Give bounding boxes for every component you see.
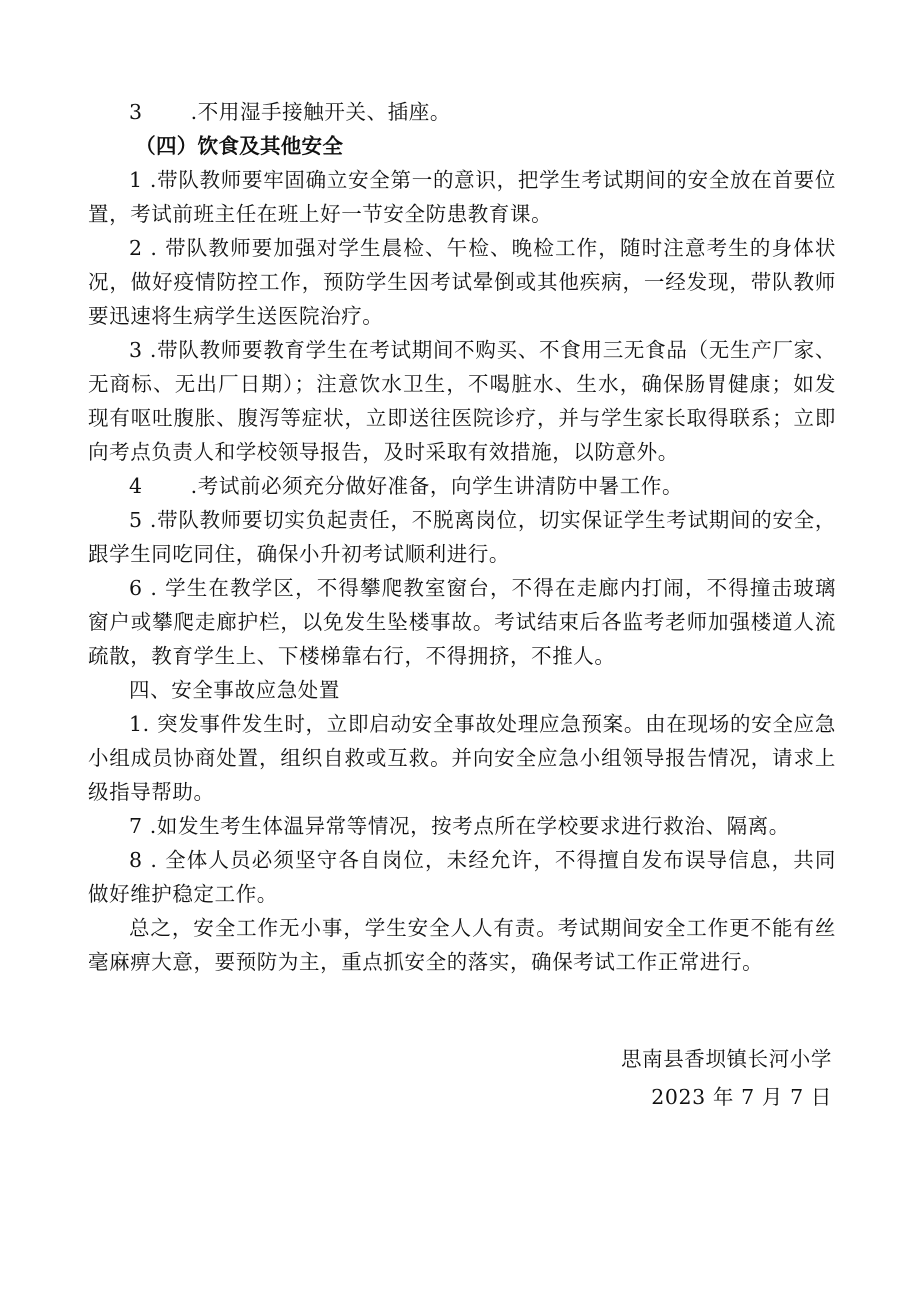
- item-text: .不用湿手接触开关、插座。: [190, 100, 451, 124]
- food-item-6: 6 . 学生在教学区，不得攀爬教室窗台，不得在走廊内打闹，不得撞击玻璃窗户或攀爬走廊护栏，以免发生坠楼事故。考试结束后各监考老师加强楼道人流疏散，教育学生上、下楼梯靠右行，不得拥挤，不推人。: [88, 576, 836, 668]
- signature-organization: 思南县香坝镇长河小学: [621, 1047, 832, 1071]
- food-item-1: 1 .带队教师要牢固确立安全第一的意识，把学生考试期间的安全放在首要位置，考试前班主任在班上好一节安全防患教育课。: [88, 168, 836, 226]
- emergency-item-8: 8 . 全体人员必须坚守各自岗位，未经允许，不得擅自发布误导信息，共同做好维护稳定工作。: [88, 848, 836, 906]
- section-heading-emergency: 四、安全事故应急处置: [129, 678, 340, 702]
- food-item-3: 3 .带队教师要教育学生在考试期间不购买、不食用三无食品（无生产厂家、无商标、无出厂日期）；注意饮水卫生，不喝脏水、生水，确保肠胃健康；如发现有呕吐腹胀、腹泻等症状，立即送往医院诊疗，并与学生家长取得联系；立即向考点负责人和学校领导报告，及时采取有效措施，以防意外。: [88, 338, 836, 464]
- food-item-4: [88, 469, 836, 503]
- emergency-item-1: 1. 突发事件发生时，立即启动安全事故处理应急预案。由在现场的安全应急小组成员协商处置，组织自救或互救。并向安全应急小组领导报告情况，请求上级指导帮助。: [88, 712, 836, 804]
- signature-block: [621, 1040, 832, 1116]
- document-body: [88, 95, 836, 979]
- signature-date: 2023 年 7 月 7 日: [651, 1085, 832, 1109]
- item-number: 3: [129, 100, 143, 124]
- emergency-item-7: 7 .如发生考生体温异常等情况，按考点所在学校要求进行救治、隔离。: [129, 814, 790, 838]
- food-item-2: 2 . 带队教师要加强对学生晨检、午检、晚检工作，随时注意考生的身体状况，做好疫情防控工作，预防学生因考试晕倒或其他疾病，一经发现，带队教师要迅速将生病学生送医院治疗。: [88, 236, 836, 328]
- conclusion-paragraph: 总之，安全工作无小事，学生安全人人有责。考试期间安全工作更不能有丝毫麻痹大意，要预防为主，重点抓安全的落实，确保考试工作正常进行。: [88, 916, 836, 974]
- food-item-5: 5 .带队教师要切实负起责任，不脱离岗位，切实保证学生考试期间的安全，跟学生同吃同住，确保小升初考试顺利进行。: [88, 508, 836, 566]
- item-text: .考试前必须充分做好准备，向学生讲清防中暑工作。: [190, 474, 684, 498]
- section-heading-food-safety: （四）饮食及其他安全: [135, 134, 344, 158]
- item-number: 4: [129, 474, 143, 498]
- item-3-electric-safety: [88, 95, 836, 129]
